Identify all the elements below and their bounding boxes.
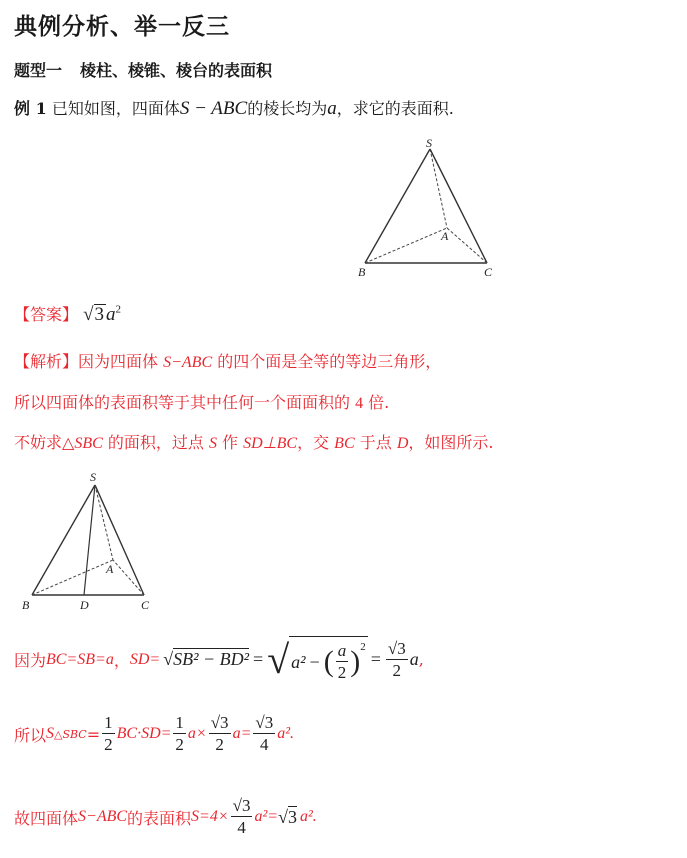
math-solid: S−ABC <box>163 354 213 371</box>
number: 4 <box>355 395 364 412</box>
tetrahedron-figure-2 <box>15 465 165 615</box>
tetrahedron-figure-1 <box>350 135 500 280</box>
numerator: 1 <box>173 713 186 734</box>
math: SD⊥BC <box>243 435 298 452</box>
denominator: 2 <box>175 735 184 755</box>
section-label: 题型一 <box>14 61 63 80</box>
analysis-line-2 <box>14 390 389 413</box>
math: a² <box>291 651 306 672</box>
math-var: a <box>106 304 116 325</box>
answer-label: 【答案】 <box>14 305 79 324</box>
denominator: 2 <box>104 735 113 755</box>
text: 所以四面体的表面积等于其中任何一个面面积的 <box>14 393 356 412</box>
radicand: 3 <box>287 806 297 827</box>
equals: = <box>86 724 101 744</box>
denominator: 2 <box>337 663 347 683</box>
vertex-label-a: A <box>106 562 114 576</box>
numerator: √3 <box>386 639 408 660</box>
text: 于点 <box>354 433 397 452</box>
text: 因为 <box>14 651 47 671</box>
analysis-label: 【解析】 <box>14 352 79 371</box>
math-var: a <box>409 649 419 670</box>
vertex-label-c: C <box>484 265 493 279</box>
math: SBC <box>74 435 103 452</box>
numerator: √3 <box>231 796 253 817</box>
math: BC=SB=a <box>46 650 114 668</box>
analysis-line-1 <box>14 349 441 372</box>
vertex-label-b: B <box>22 598 30 612</box>
math: S=4× <box>191 808 229 826</box>
numerator: √3 <box>209 713 231 734</box>
example-label: 例 1 <box>14 99 47 118</box>
vertex-label-c: C <box>141 598 150 612</box>
text: 因为四面体 <box>78 352 164 371</box>
math: BC <box>334 435 355 452</box>
sqrt-expression-2: √ a² − ( $\frac{a}{2}$ ) $^2$ <box>267 636 366 683</box>
math-var: a <box>327 98 337 119</box>
text: , <box>418 650 424 670</box>
example-text: 的棱长均为 <box>247 99 328 118</box>
exponent: 2 <box>115 303 122 316</box>
equation-2 <box>14 713 294 756</box>
numerator: a <box>337 641 347 660</box>
vertex-label-b: B <box>358 265 366 279</box>
example-problem <box>14 96 454 120</box>
radicand: 3 <box>94 304 105 325</box>
section-topic: 棱柱、棱锥、棱台的表面积 <box>80 61 273 80</box>
math: a²= <box>254 808 279 826</box>
vertex-label-d: D <box>80 598 89 612</box>
text: 作 <box>216 433 244 452</box>
math: SD= <box>129 650 161 668</box>
answer-line <box>14 302 121 326</box>
text: 的面积，过点 <box>102 433 209 452</box>
exponent: 2 <box>360 641 366 653</box>
text: 的四个面是全等的等边三角形， <box>212 352 442 371</box>
equation-3 <box>14 796 317 839</box>
denominator: 4 <box>260 735 269 755</box>
denominator: 2 <box>215 735 224 755</box>
math: a= <box>232 725 252 743</box>
text: ，交 <box>297 433 335 452</box>
math: BC·SD= <box>116 725 172 743</box>
denominator: 2 <box>392 660 402 680</box>
text: 倍. <box>363 393 390 412</box>
subscript: △SBC <box>54 727 87 741</box>
section-heading <box>14 58 272 81</box>
example-text: ，求它的表面积. <box>336 99 454 118</box>
math: S <box>208 435 217 452</box>
equals: = <box>370 649 381 670</box>
radicand: SB² − BD² <box>173 649 250 670</box>
vertex-label-a: A <box>441 229 449 243</box>
math: S <box>46 725 55 743</box>
analysis-line-3 <box>14 430 493 453</box>
math: a× <box>187 725 207 743</box>
math: S−ABC <box>78 808 128 826</box>
text: 不妨求△ <box>14 433 75 452</box>
math-solid: S − ABC <box>179 98 248 119</box>
answer-value: √3 $a^2$ <box>83 303 122 325</box>
numerator: √3 <box>253 713 275 734</box>
text: 所以 <box>14 725 47 745</box>
text: 的表面积 <box>127 808 192 828</box>
sqrt-expression: √SB² − BD² <box>163 649 250 670</box>
vertex-label-s: S <box>426 136 432 150</box>
equation-1 <box>14 636 424 684</box>
example-text: 已知如图，四面体 <box>51 99 180 118</box>
denominator: 4 <box>237 818 246 838</box>
numerator: 1 <box>102 713 115 734</box>
equals: = <box>253 649 264 670</box>
text: ，如图所示. <box>408 433 494 452</box>
math: a². <box>277 725 294 743</box>
minus: − <box>309 651 320 672</box>
math: a². <box>299 808 317 826</box>
text: ， <box>113 651 130 671</box>
page-title: 典例分析、举一反三 <box>14 13 230 40</box>
math: D <box>396 435 409 452</box>
text: 故四面体 <box>14 808 79 828</box>
vertex-label-s: S <box>90 470 96 484</box>
sqrt-expression: √3 <box>278 806 297 827</box>
